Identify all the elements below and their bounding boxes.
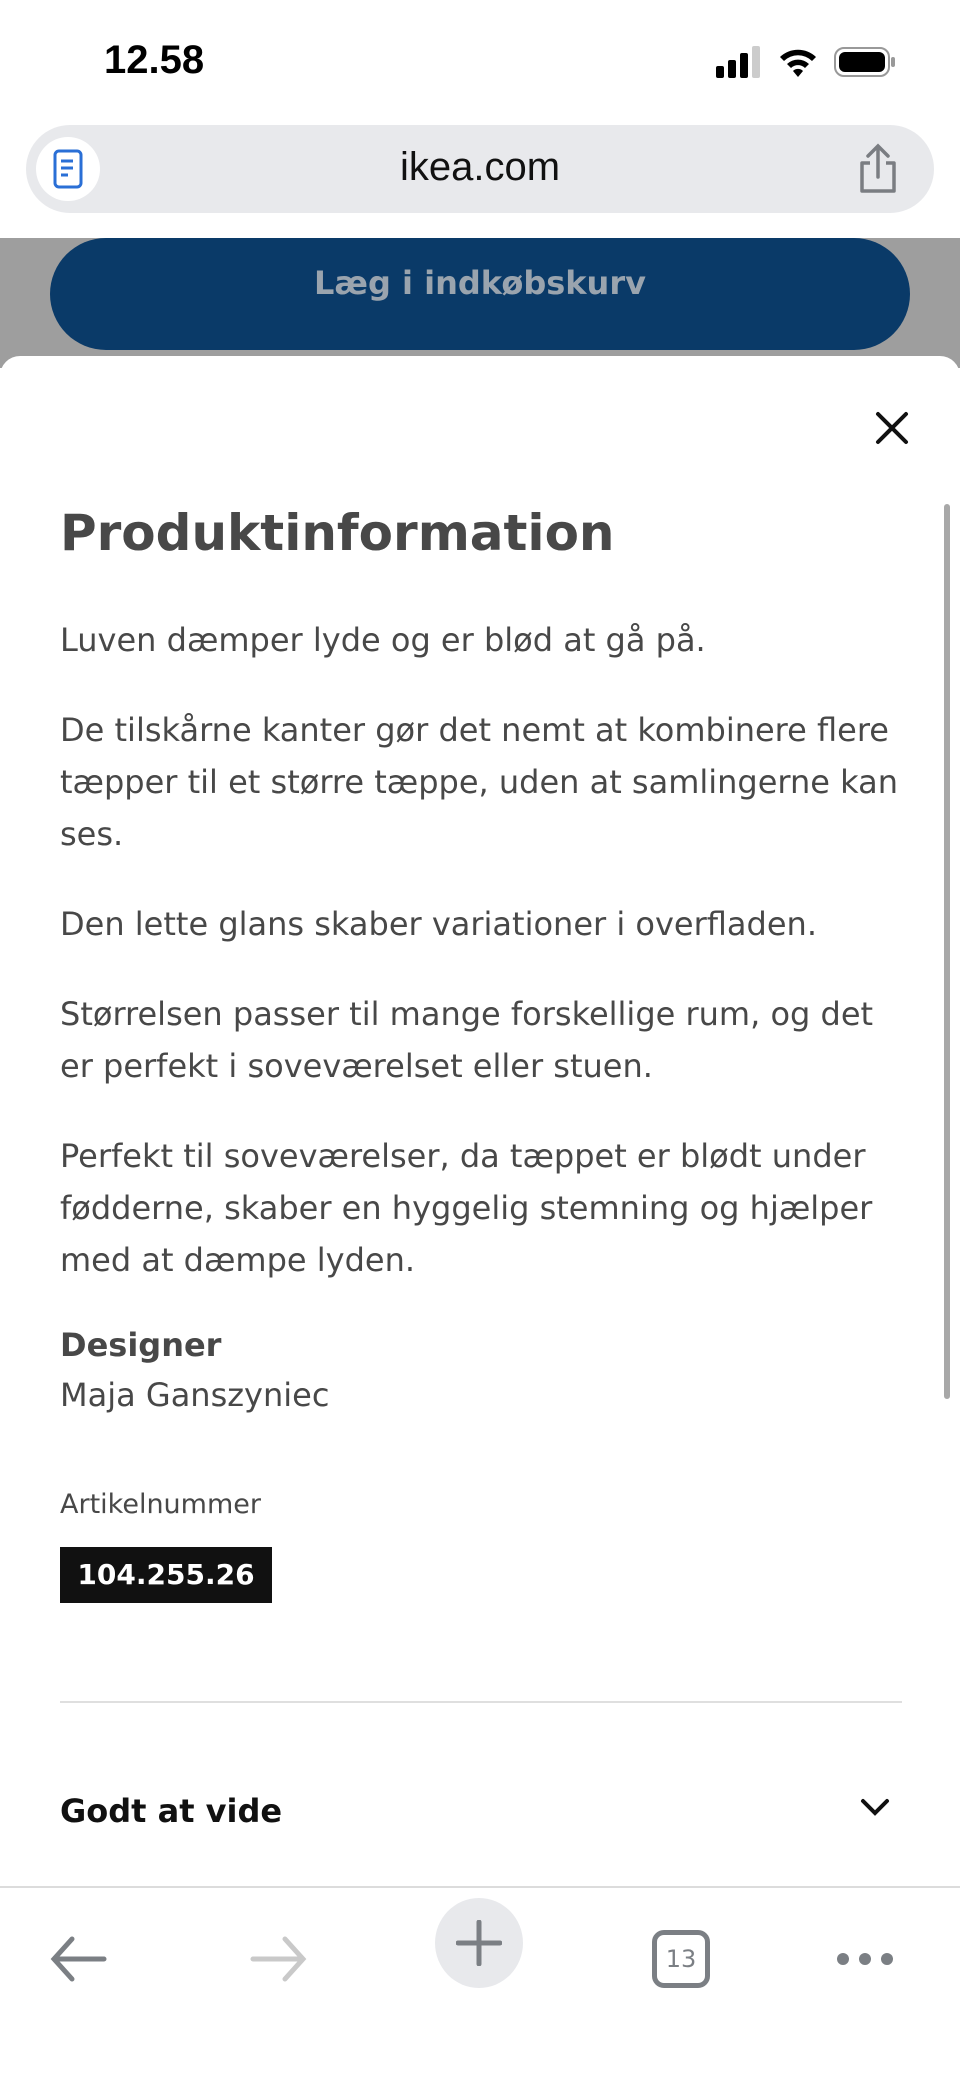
paragraph: Den lette glans skaber variationer i overfladen. — [60, 905, 817, 943]
url-text[interactable]: ikea.com — [399, 145, 561, 189]
paragraph: Perfekt til soveværelser, da tæppet er blødt under fødderne, skaber en hyggelig stemning og hjælper med at dæmpe lyden. — [60, 1137, 873, 1279]
signal-icon — [714, 46, 762, 78]
tab-count: 13 — [652, 1930, 710, 1988]
paragraph: Størrelsen passer til mange forskellige rum, og det er perfekt i soveværelset eller stuen. — [60, 995, 874, 1085]
forward-arrow-icon — [249, 1934, 309, 1984]
battery-icon — [834, 46, 896, 78]
divider — [60, 1701, 902, 1703]
paragraph: Luven dæmper lyde og er blød at gå på. — [60, 621, 706, 659]
add-to-cart-button: Læg i indkøbskurv — [50, 238, 910, 350]
sheet-title: Produktinformation — [60, 504, 615, 562]
designer-heading: Designer — [60, 1326, 222, 1364]
wifi-icon — [778, 46, 818, 78]
more-button[interactable] — [820, 1914, 910, 2004]
paragraph: De tilskårne kanter gør det nemt at kombinere flere tæpper til et større tæppe, uden at samlingerne kan ses. — [60, 711, 899, 853]
address-bar[interactable] — [26, 125, 934, 213]
designer-name: Maja Ganszyniec — [60, 1376, 330, 1414]
scrollbar[interactable] — [944, 504, 950, 1399]
browser-toolbar — [0, 1886, 960, 2078]
accordion-good-to-know[interactable] — [60, 1776, 902, 1846]
status-time: 12.58 — [104, 38, 205, 82]
more-dots-icon — [835, 1949, 895, 1969]
share-icon[interactable] — [856, 143, 900, 195]
article-number-badge: 104.255.26 — [60, 1547, 272, 1603]
status-bar — [0, 0, 960, 120]
product-info-sheet — [0, 356, 960, 1886]
chevron-down-icon — [860, 1798, 890, 1818]
article-number-label: Artikelnummer — [60, 1489, 261, 1520]
forward-button[interactable] — [234, 1914, 324, 2004]
back-button[interactable] — [33, 1914, 123, 2004]
accordion-label: Godt at vide — [60, 1792, 283, 1830]
back-arrow-icon — [48, 1934, 108, 1984]
close-icon[interactable] — [870, 406, 914, 450]
tabs-button[interactable] — [636, 1914, 726, 2004]
plus-icon — [456, 1920, 502, 1966]
status-icons — [714, 46, 896, 78]
new-tab-button[interactable] — [435, 1898, 523, 1988]
